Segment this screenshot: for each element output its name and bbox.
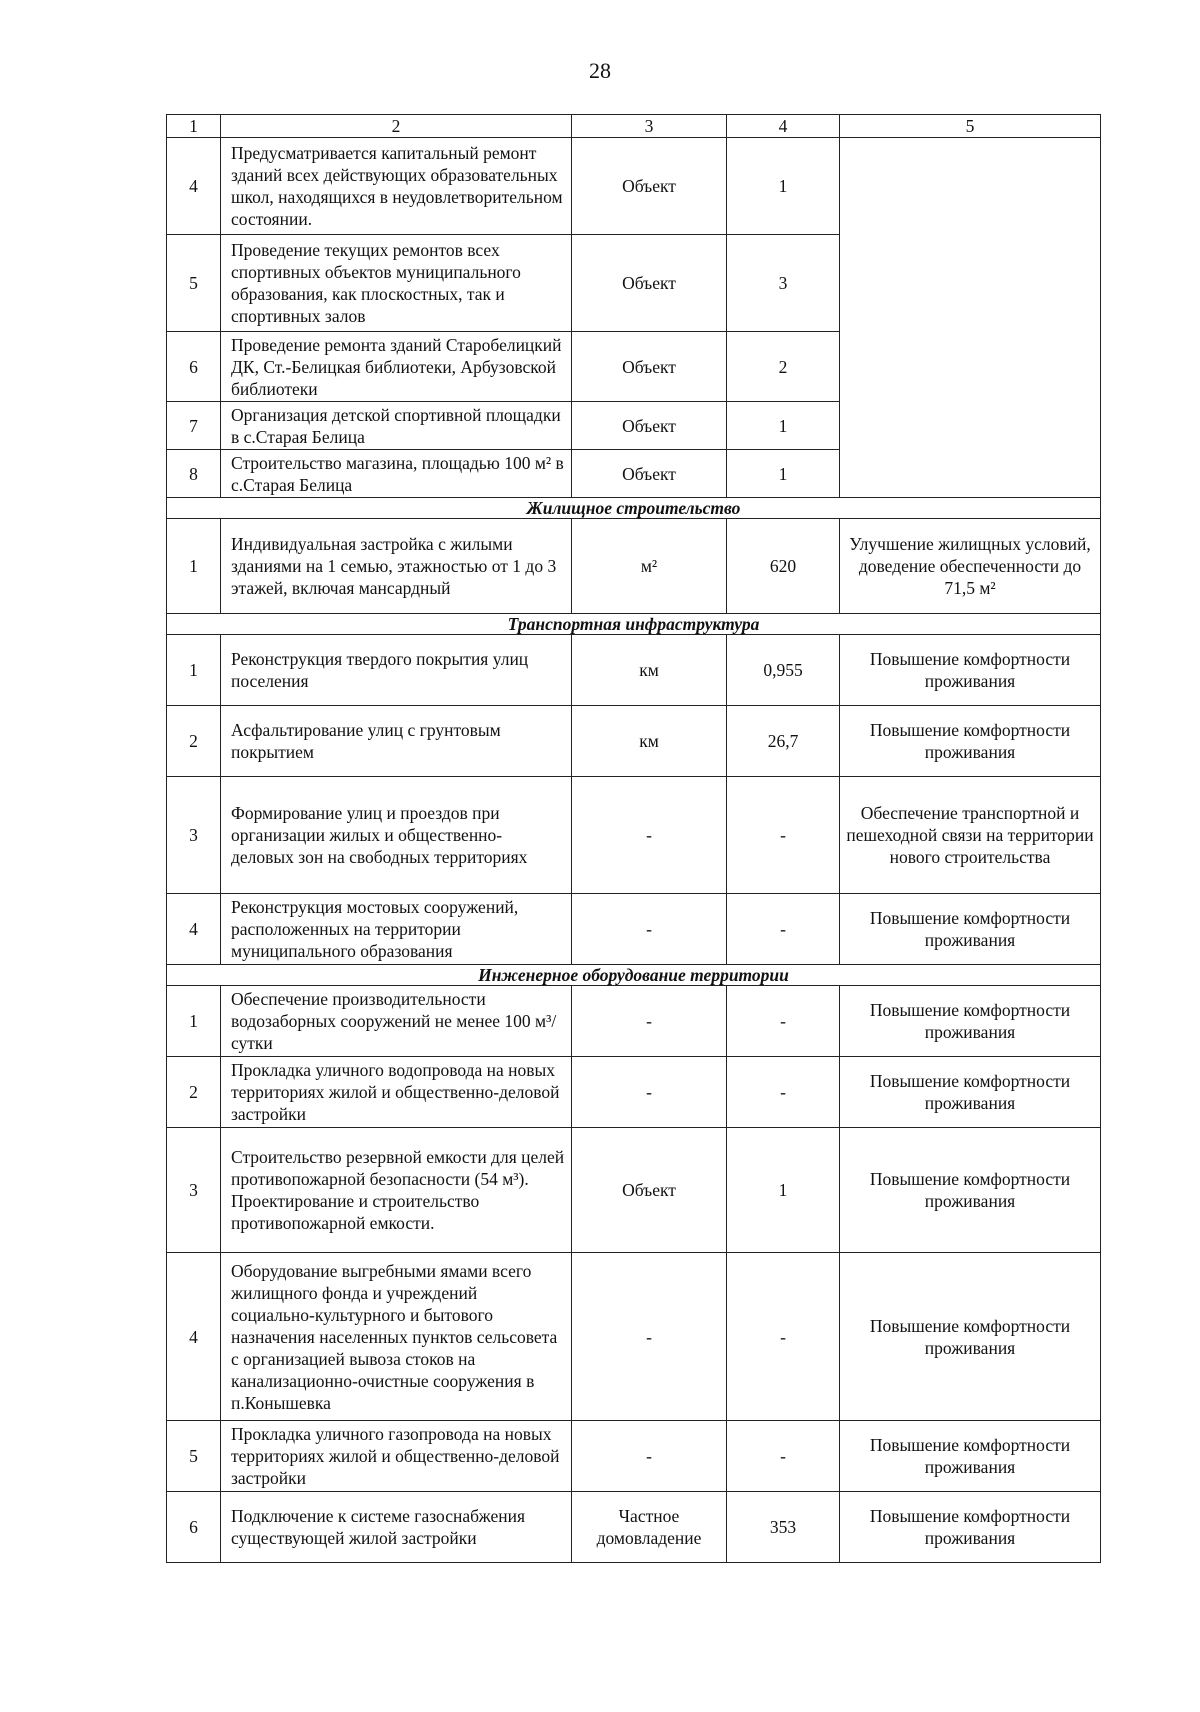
row-unit: - bbox=[572, 894, 727, 965]
header-cell: 1 bbox=[167, 115, 221, 138]
row-unit: Объект bbox=[572, 402, 727, 450]
section-header bbox=[167, 498, 1101, 519]
plan-table bbox=[166, 114, 1101, 1563]
row-unit: - bbox=[572, 1253, 727, 1421]
row-unit: Частное домовладение bbox=[572, 1492, 727, 1563]
table-row bbox=[167, 1057, 1101, 1128]
header-cell: 4 bbox=[727, 115, 840, 138]
row-note: Повышение комфортности проживания bbox=[840, 635, 1101, 706]
row-number: 1 bbox=[167, 986, 221, 1057]
row-quantity: 2 bbox=[727, 332, 840, 402]
row-description: Проведение ремонта зданий Старобелицкий ДК, Ст.-Белицкая библиотеки, Арбузовской библиотеки bbox=[221, 332, 572, 402]
row-number: 5 bbox=[167, 1421, 221, 1492]
row-unit: Объект bbox=[572, 235, 727, 332]
row-description: Прокладка уличного водопровода на новых территориях жилой и общественно-деловой застройки bbox=[221, 1057, 572, 1128]
row-number: 3 bbox=[167, 1128, 221, 1253]
row-note: Повышение комфортности проживания bbox=[840, 1253, 1101, 1421]
row-number: 8 bbox=[167, 450, 221, 498]
row-number: 7 bbox=[167, 402, 221, 450]
row-unit: Объект bbox=[572, 332, 727, 402]
row-quantity: - bbox=[727, 777, 840, 894]
section-title: Жилищное строительство bbox=[167, 498, 1101, 519]
row-quantity: - bbox=[727, 986, 840, 1057]
section-title: Транспортная инфраструктура bbox=[167, 614, 1101, 635]
row-unit: Объект bbox=[572, 138, 727, 235]
row-quantity: 3 bbox=[727, 235, 840, 332]
table-row bbox=[167, 1492, 1101, 1563]
table-row bbox=[167, 519, 1101, 614]
header-cell: 3 bbox=[572, 115, 727, 138]
row-description: Обеспечение производительности водозаборных сооружений не менее 100 м³/сутки bbox=[221, 986, 572, 1057]
table-row bbox=[167, 635, 1101, 706]
table-row bbox=[167, 138, 1101, 235]
row-note: Повышение комфортности проживания bbox=[840, 1421, 1101, 1492]
row-description: Реконструкция мостовых сооружений, расположенных на территории муниципального образования bbox=[221, 894, 572, 965]
row-number: 1 bbox=[167, 519, 221, 614]
row-quantity: - bbox=[727, 1421, 840, 1492]
row-unit: км bbox=[572, 706, 727, 777]
row-description: Прокладка уличного газопровода на новых территориях жилой и общественно-деловой застройки bbox=[221, 1421, 572, 1492]
row-number: 3 bbox=[167, 777, 221, 894]
row-number: 2 bbox=[167, 706, 221, 777]
row-quantity: 1 bbox=[727, 450, 840, 498]
row-unit: Объект bbox=[572, 1128, 727, 1253]
row-note: Повышение комфортности проживания bbox=[840, 1057, 1101, 1128]
row-unit: - bbox=[572, 777, 727, 894]
row-description: Формирование улиц и проездов при организации жилых и общественно-деловых зон на свободных территориях bbox=[221, 777, 572, 894]
row-note: Повышение комфортности проживания bbox=[840, 1492, 1101, 1563]
row-number: 4 bbox=[167, 138, 221, 235]
row-quantity: 1 bbox=[727, 1128, 840, 1253]
row-description: Реконструкция твердого покрытия улиц поселения bbox=[221, 635, 572, 706]
table-row bbox=[167, 706, 1101, 777]
row-unit: - bbox=[572, 1057, 727, 1128]
row-note: Повышение комфортности проживания bbox=[840, 706, 1101, 777]
row-quantity: - bbox=[727, 1057, 840, 1128]
section-header bbox=[167, 965, 1101, 986]
row-description: Предусматривается капитальный ремонт зданий всех действующих образовательных школ, находящихся в неудовлетворительном состоянии. bbox=[221, 138, 572, 235]
page-number: 28 bbox=[589, 58, 611, 83]
row-number: 6 bbox=[167, 1492, 221, 1563]
row-unit: - bbox=[572, 1421, 727, 1492]
row-description: Асфальтирование улиц с грунтовым покрытием bbox=[221, 706, 572, 777]
section-title: Инженерное оборудование территории bbox=[167, 965, 1101, 986]
section-header bbox=[167, 614, 1101, 635]
row-note: Повышение комфортности проживания bbox=[840, 986, 1101, 1057]
row-note: Улучшение жилищных условий, доведение обеспеченности до 71,5 м² bbox=[840, 519, 1101, 614]
row-unit: Объект bbox=[572, 450, 727, 498]
row-unit: км bbox=[572, 635, 727, 706]
header-cell: 5 bbox=[840, 115, 1101, 138]
row-note: Повышение комфортности проживания bbox=[840, 894, 1101, 965]
table-row bbox=[167, 777, 1101, 894]
row-description: Оборудование выгребными ямами всего жилищного фонда и учреждений социально-культурного и бытового назначения населенных пунктов сельсовета с организацией вывоза стоков на канализационно-очистные сооружения в п.Конышевка bbox=[221, 1253, 572, 1421]
row-number: 4 bbox=[167, 894, 221, 965]
row-quantity: 0,955 bbox=[727, 635, 840, 706]
row-description: Строительство магазина, площадью 100 м² в с.Старая Белица bbox=[221, 450, 572, 498]
row-number: 4 bbox=[167, 1253, 221, 1421]
row-quantity: 353 bbox=[727, 1492, 840, 1563]
row-note-empty bbox=[840, 138, 1101, 498]
row-description: Организация детской спортивной площадки в с.Старая Белица bbox=[221, 402, 572, 450]
row-quantity: - bbox=[727, 1253, 840, 1421]
row-description: Строительство резервной емкости для целей противопожарной безопасности (54 м³). Проектирование и строительство противопожарной емкости. bbox=[221, 1128, 572, 1253]
row-note: Повышение комфортности проживания bbox=[840, 1128, 1101, 1253]
row-description: Индивидуальная застройка с жилыми зданиями на 1 семью, этажностью от 1 до 3 этажей, включая мансардный bbox=[221, 519, 572, 614]
row-number: 1 bbox=[167, 635, 221, 706]
table-row bbox=[167, 1421, 1101, 1492]
table-row bbox=[167, 1253, 1101, 1421]
row-quantity: 26,7 bbox=[727, 706, 840, 777]
row-number: 2 bbox=[167, 1057, 221, 1128]
row-unit: - bbox=[572, 986, 727, 1057]
table-row bbox=[167, 894, 1101, 965]
row-quantity: 620 bbox=[727, 519, 840, 614]
row-unit: м² bbox=[572, 519, 727, 614]
table-row bbox=[167, 1128, 1101, 1253]
row-number: 6 bbox=[167, 332, 221, 402]
header-cell: 2 bbox=[221, 115, 572, 138]
row-description: Проведение текущих ремонтов всех спортивных объектов муниципального образования, как плоскостных, так и спортивных залов bbox=[221, 235, 572, 332]
header-row bbox=[167, 115, 1101, 138]
row-number: 5 bbox=[167, 235, 221, 332]
row-quantity: - bbox=[727, 894, 840, 965]
row-quantity: 1 bbox=[727, 138, 840, 235]
row-description: Подключение к системе газоснабжения существующей жилой застройки bbox=[221, 1492, 572, 1563]
row-note: Обеспечение транспортной и пешеходной связи на территории нового строительства bbox=[840, 777, 1101, 894]
table-row bbox=[167, 986, 1101, 1057]
row-quantity: 1 bbox=[727, 402, 840, 450]
